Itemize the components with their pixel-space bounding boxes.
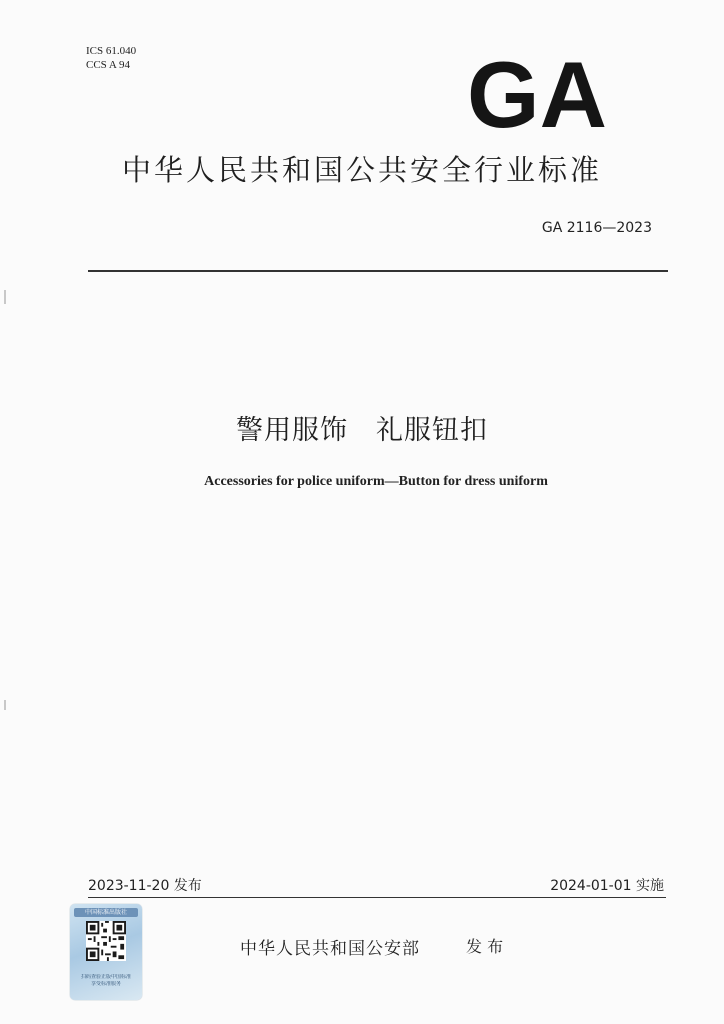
sticker-line: 扫码查验正版中国标准 [80,974,131,980]
scan-artifact [4,290,6,304]
footer-divider [88,897,666,898]
standard-category-title: 中华人民共和国公共安全行业标准 [121,153,602,187]
document-title-chinese: 警用服饰 礼服钮扣 [236,415,488,446]
ccs-code: CCS A 94 [86,59,131,71]
issuing-authority: 中华人民共和国公安部 [240,939,420,959]
issue-action: 发 布 [466,937,504,956]
release-date: 2023-11-20 发布 [88,878,202,894]
scan-artifact [4,700,6,710]
ga-logo-text: GA [467,54,607,130]
qr-code-icon [86,921,126,961]
sticker-line: 享受标准服务 [90,981,121,987]
ga-logo [466,54,608,130]
classification-codes [86,44,136,72]
sticker-caption [73,974,139,988]
header-divider [88,270,668,272]
ics-code: ICS 61.040 [86,45,137,57]
document-title-english: Accessories for police uniform—Button for dress uniform [204,474,548,489]
implementation-date: 2024-01-01 实施 [550,878,664,894]
anti-counterfeit-sticker [70,904,142,1000]
standard-number: GA 2116—2023 [541,220,652,236]
sticker-header: 中国标准出版社 [74,908,138,917]
